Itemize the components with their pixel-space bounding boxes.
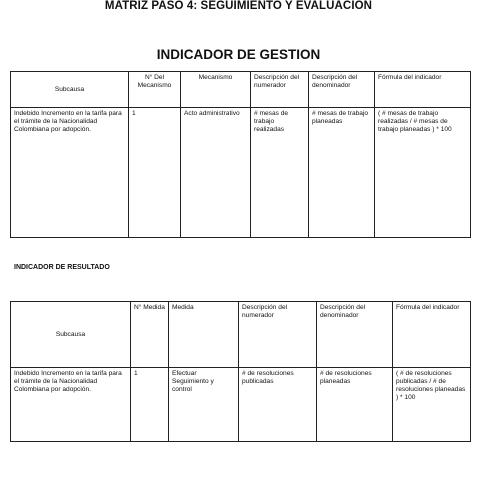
table-row (11, 368, 471, 442)
cell-subcausa: Indebido Incremento en la tarifa para el trámite de la Nacionalidad Colombiana por adopción. (11, 368, 131, 442)
table-row (11, 108, 471, 238)
header-formula: Fórmula del indicador (393, 302, 471, 368)
document-title: MATRIZ PASO 4: SEGUIMIENTO Y EVALUACIÓN (104, 0, 373, 12)
header-numero-medida: N° Medida (131, 302, 169, 368)
header-numerador: Descripción del numerador (239, 302, 317, 368)
gestion-table (10, 71, 471, 238)
section-title-gestion: INDICADOR DE GESTION (156, 47, 321, 62)
cell-numerador: # de resoluciones publicadas (239, 368, 317, 442)
header-subcausa: Subcausa (11, 302, 131, 368)
header-medida: Medida (169, 302, 239, 368)
header-numerador: Descripción del numerador (251, 72, 309, 108)
cell-numerador: # mesas de trabajo realizadas (251, 108, 309, 238)
header-mecanismo: Mecanismo (181, 72, 251, 108)
table-header-row (11, 302, 471, 368)
cell-denominador: # de resoluciones planeadas (317, 368, 393, 442)
cell-formula: ( # de resoluciones publicadas / # de resoluciones planeadas ) * 100 (393, 368, 471, 442)
cell-formula: ( # mesas de trabajo realizadas / # mesas de trabajo planeadas ) * 100 (375, 108, 471, 238)
cell-numero: 1 (131, 368, 169, 442)
header-subcausa: Subcausa (11, 72, 129, 108)
header-numero-mecanismo: N° Del Mecanismo (129, 72, 181, 108)
cell-numero: 1 (129, 108, 181, 238)
header-denominador: Descripción del denominador (309, 72, 375, 108)
header-formula: Fórmula del indicador (375, 72, 471, 108)
cell-mecanismo: Acto administrativo (181, 108, 251, 238)
table-header-row (11, 72, 471, 108)
section-title-resultado: INDICADOR DE RESULTADO (14, 264, 110, 271)
header-denominador: Descripción del denominador (317, 302, 393, 368)
cell-denominador: # mesas de trabajo planeadas (309, 108, 375, 238)
cell-medida: Efectuar Seguimiento y control (169, 368, 239, 442)
resultado-table (10, 301, 471, 442)
cell-subcausa: Indebido Incremento en la tarifa para el trámite de la Nacionalidad Colombiana por adopción. (11, 108, 129, 238)
